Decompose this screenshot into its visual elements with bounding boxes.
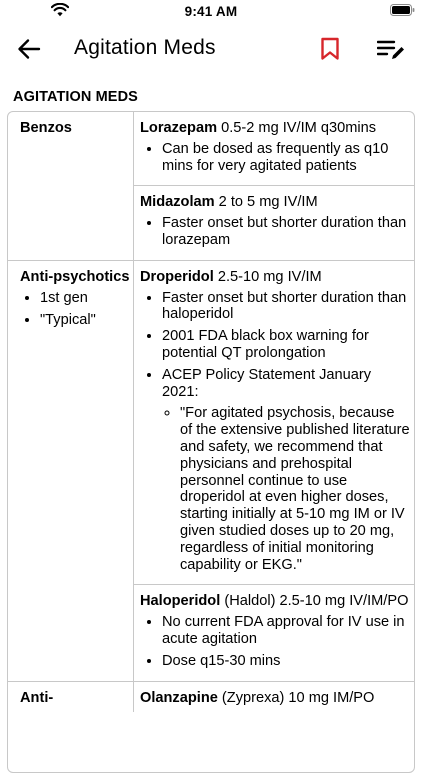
- drug-dose: (Zyprexa) 10 mg IM/PO: [217, 689, 375, 706]
- category-cell: [8, 112, 134, 260]
- list-item: • 2001 FDA black box warning for potential QT prolongation: [162, 328, 410, 362]
- drug-name: Droperidol: [140, 268, 214, 285]
- drug-notes: [140, 215, 410, 249]
- category-cell: [8, 260, 134, 681]
- drug-name: Olanzapine: [140, 689, 218, 706]
- status-time: 9:41 AM: [184, 4, 238, 19]
- back-arrow-icon[interactable]: [16, 37, 42, 61]
- category-name: Benzos: [20, 120, 72, 136]
- drug-cell: [134, 585, 415, 681]
- agitation-meds-table: [7, 111, 415, 773]
- nav-bar: [0, 26, 422, 74]
- drug-dose: 2.5-10 mg IV/IM: [213, 268, 322, 285]
- drug-dose: 2 to 5 mg IV/IM: [214, 194, 318, 211]
- list-item: • Dose q15-30 mins: [162, 653, 410, 670]
- bookmark-icon[interactable]: [320, 37, 340, 61]
- category-subtypes: [20, 290, 133, 330]
- category-name: Anti-psychotics: [20, 268, 130, 285]
- drug-notes: [140, 614, 410, 669]
- category-cell: [8, 681, 134, 712]
- drug-name: Midazolam: [140, 194, 215, 211]
- table-row: [8, 681, 414, 712]
- drug-dose: 0.5-2 mg IV/IM q30mins: [217, 120, 377, 136]
- table-row: [8, 260, 414, 585]
- list-item: • Can be dosed as frequently as q10 mins for very agitated patients: [162, 141, 410, 175]
- status-bar: [0, 0, 422, 26]
- category-name: Anti-: [20, 689, 54, 706]
- drug-cell: [134, 681, 415, 712]
- list-item: • No current FDA approval for IV use in acute agitation: [162, 614, 410, 648]
- drug-notes: [140, 141, 410, 175]
- policy-quote: ◦ "For agitated psychosis, because of the extensive published literature and safety, we recommend that physicians and prehospital personnel continue to use droperidol at even higher doses, starting initially at 5-10 mg IM or IV given studied doses up to 20 mg, regardless of initial monitoring capability or EKG.": [180, 405, 410, 573]
- battery-icon: [390, 4, 415, 16]
- drug-dose: (Haldol) 2.5-10 mg IV/IM/PO: [220, 593, 409, 610]
- section-header: AGITATION MEDS: [13, 89, 138, 105]
- list-item: • Faster onset but shorter duration than lorazepam: [162, 215, 410, 249]
- drug-cell: [134, 260, 415, 585]
- list-item: [162, 367, 410, 574]
- drug-cell: [134, 112, 415, 186]
- drug-title: [140, 593, 410, 610]
- edit-list-icon[interactable]: [377, 39, 405, 61]
- drug-title: [140, 269, 410, 286]
- drug-cell: [134, 186, 415, 260]
- drug-notes: [140, 290, 410, 574]
- table-row: [8, 112, 414, 186]
- quote-list: [162, 405, 410, 573]
- list-item: • "Typical": [40, 312, 133, 329]
- list-item-text: ACEP Policy Statement January 2021:: [162, 366, 372, 400]
- list-item: • 1st gen: [40, 290, 133, 307]
- page-title: Agitation Meds: [74, 36, 216, 59]
- drug-name: Haloperidol: [140, 593, 221, 610]
- drug-title: [140, 194, 410, 211]
- drug-name: Lorazepam: [140, 120, 218, 136]
- drug-title: [140, 120, 410, 137]
- drug-title: [140, 690, 410, 707]
- list-item: • Faster onset but shorter duration than haloperidol: [162, 290, 410, 324]
